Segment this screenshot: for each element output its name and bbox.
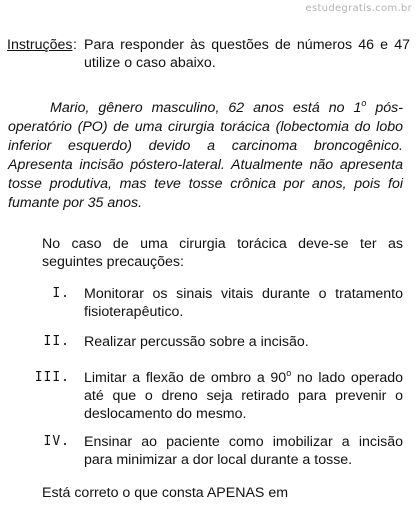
answer-prompt: Está correto o que consta APENAS em: [42, 485, 289, 501]
statement-text: Ensinar ao paciente como imobilizar a incisão para minimizar a dor local durante a tosse.: [84, 434, 403, 468]
instructions-text: Para responder às questões de números 46 e 47 utilize o caso abaixo.: [84, 37, 410, 71]
statement-number: III.: [34, 370, 70, 385]
statement-number: II.: [43, 334, 70, 349]
statement-text: Realizar percussão sobre a incisão.: [84, 334, 309, 350]
statement-number: I.: [52, 286, 70, 301]
ordinal-superscript: o: [361, 98, 367, 108]
instructions-label: Instruções: [7, 37, 73, 53]
case-text-start: Mario, gênero masculino, 62 anos está no 1: [50, 100, 362, 116]
statement-text: Monitorar os sinais vitais durante o tratamento fisioterapêutico.: [84, 286, 403, 320]
case-text-rest: pós-operatório (PO) de uma cirurgia torácica (lobectomia do lobo inferior esquerdo) devido a carcinoma broncogênico. Apresenta incisão póstero-lateral. Atualmente não apresenta tosse produtiva, mas teve tosse crônica por anos, pois foi fumante por 35 anos.: [8, 100, 403, 211]
statement-text: Limitar a flexão de ombro a 90$^o$ no lado operado até que o dreno seja retirado para prevenir o deslocamento do mesmo.: [84, 368, 403, 422]
instructions-colon: :: [73, 37, 77, 53]
case-description: [8, 99, 403, 213]
statement-number: IV.: [43, 434, 70, 449]
question-stem: No caso de uma cirurgia torácica deve-se ter as seguintes precauções:: [42, 236, 403, 270]
degree-superscript: o: [286, 368, 292, 378]
site-watermark: estudegratis.com.br: [305, 3, 412, 14]
